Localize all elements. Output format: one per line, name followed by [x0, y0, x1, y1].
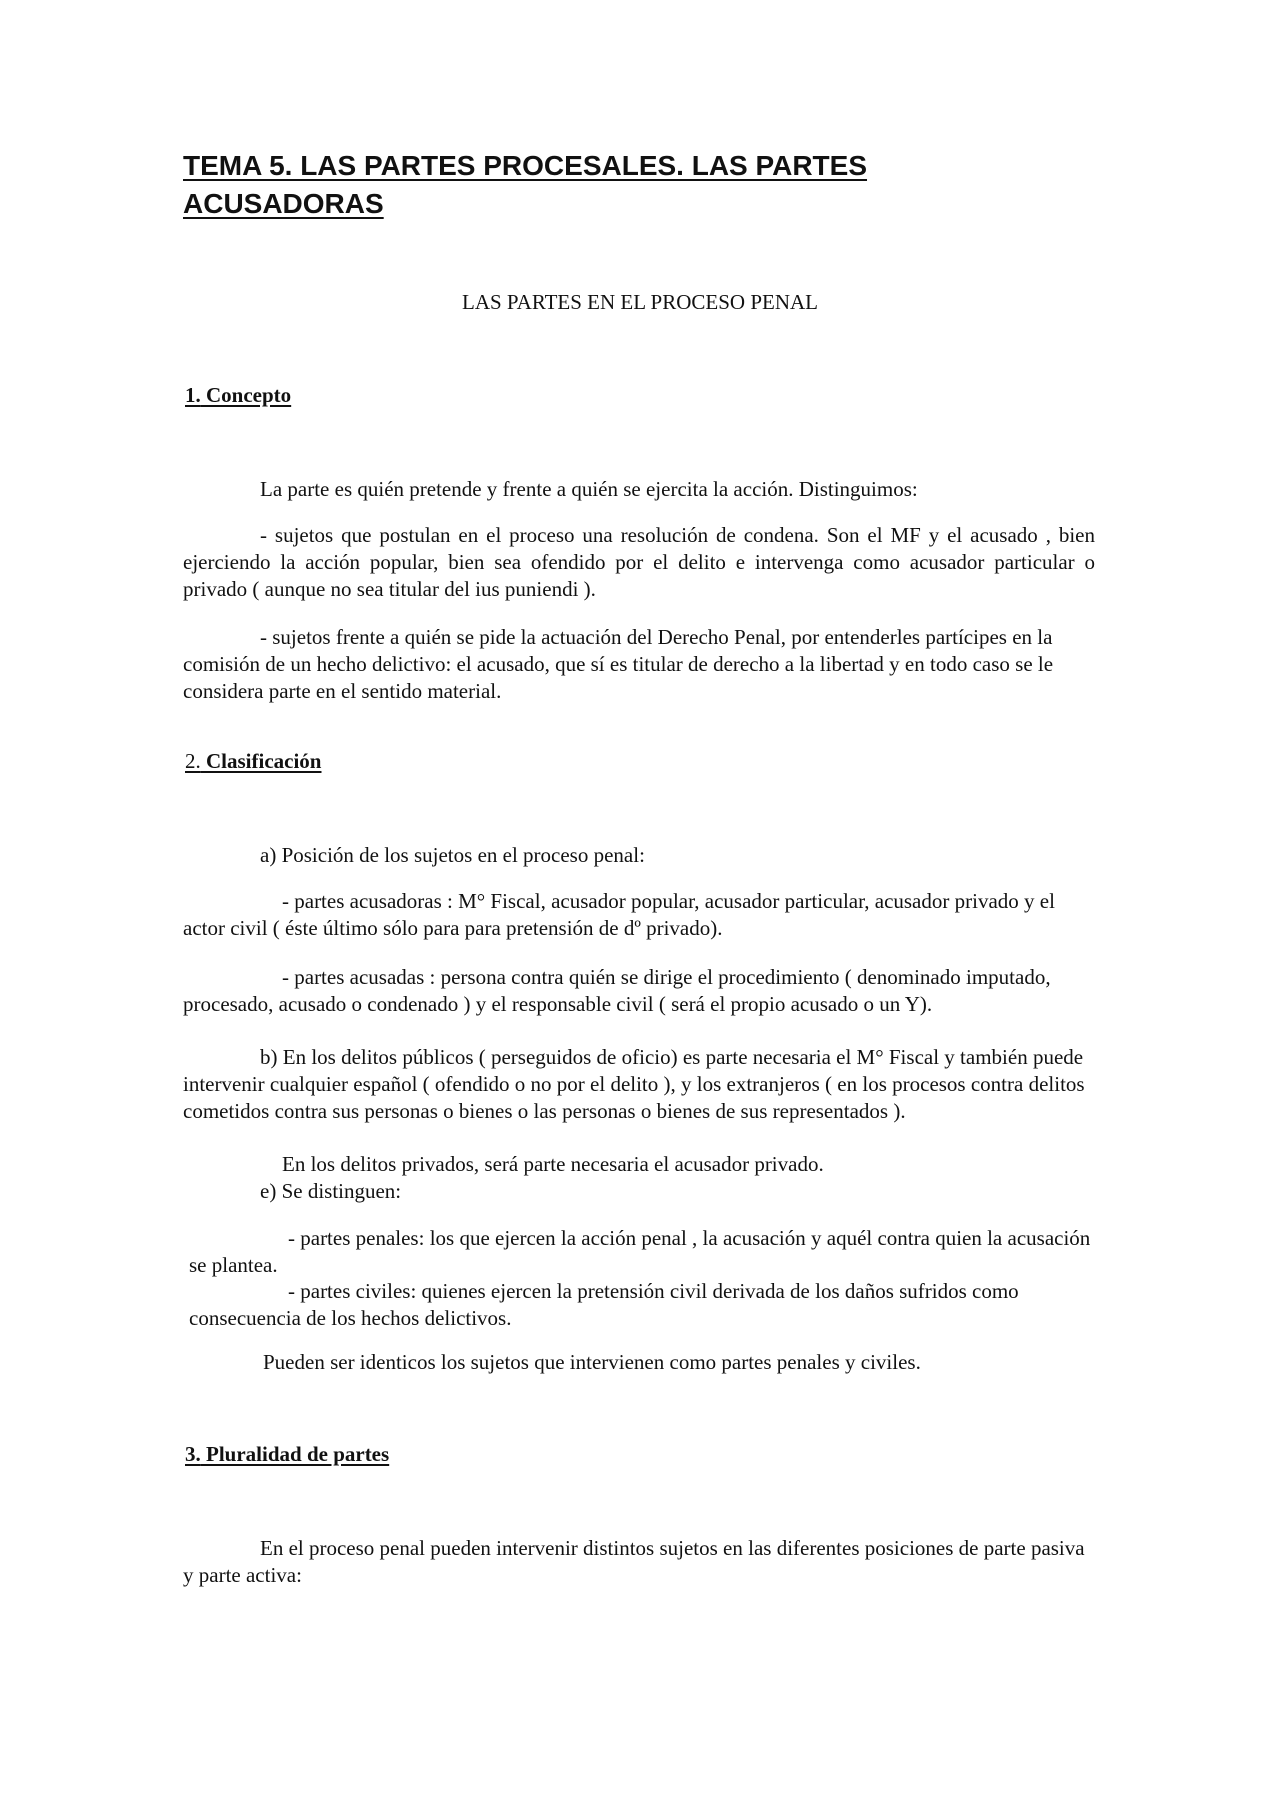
- section-2-number: 2.: [185, 749, 201, 773]
- section-3-title: Pluralidad de partes: [206, 1442, 390, 1466]
- section-2-item-e2: - partes civiles: quienes ejercen la pretensión civil derivada de los daños sufridos como consecuencia de los hechos delictivos.: [189, 1279, 1019, 1330]
- section-2-item-a: a) Posición de los sujetos en el proceso penal:: [260, 843, 645, 867]
- section-1-paragraph-1: La parte es quién pretende y frente a quién se ejercita la acción. Distinguimos:: [260, 477, 918, 501]
- section-2-item-a1: - partes acusadoras : M° Fiscal, acusador popular, acusador particular, acusador privado y el actor civil ( éste último sólo para para pretensión de dº privado).: [183, 889, 1055, 940]
- section-2-item-b: b) En los delitos públicos ( perseguidos de oficio) es parte necesaria el M° Fiscal y también puede intervenir cualquier español ( ofendido o no por el delito ), y los extranjeros ( en los procesos contra delitos cometidos contra sus personas o bienes o las personas o bienes de sus representados ).: [183, 1045, 1085, 1123]
- document-title-line-2: ACUSADORAS: [183, 188, 384, 219]
- section-1-title: Concepto: [206, 383, 292, 407]
- document-title-line-1: TEMA 5. LAS PARTES PROCESALES. LAS PARTES: [183, 150, 868, 181]
- section-2-item-e1: - partes penales: los que ejercen la acción penal , la acusación y aquél contra quien la acusación se plantea.: [189, 1226, 1091, 1277]
- document-title: [183, 147, 1083, 223]
- section-1-paragraph-2: - sujetos que postulan en el proceso una resolución de condena. Son el MF y el acusado , bien ejerciendo la acción popular, bien sea ofendido por el delito e intervenga como acusador particular o privado ( aunque no sea titular del ius puniendi ).: [183, 523, 1095, 601]
- document-subtitle: LAS PARTES EN EL PROCESO PENAL: [462, 290, 818, 314]
- section-1-heading: [185, 383, 291, 408]
- section-3-heading: [185, 1442, 389, 1467]
- section-2-closing: Pueden ser identicos los sujetos que intervienen como partes penales y civiles.: [263, 1350, 921, 1374]
- section-2-heading: [185, 749, 322, 774]
- section-2-item-a2: - partes acusadas : persona contra quién se dirige el procedimiento ( denominado imputado, procesado, acusado o condenado ) y el responsable civil ( será el propio acusado o un Y).: [183, 965, 1051, 1016]
- section-1-paragraph-3: - sujetos frente a quién se pide la actuación del Derecho Penal, por entenderles partícipes en la comisión de un hecho delictivo: el acusado, que sí es titular de derecho a la libertad y en todo caso se le considera parte en el sentido material.: [183, 625, 1054, 703]
- section-1-number: 1.: [185, 383, 201, 407]
- section-2-item-e: e) Se distinguen:: [260, 1179, 402, 1203]
- section-3-number: 3.: [185, 1442, 201, 1466]
- section-2-item-b2: En los delitos privados, será parte necesaria el acusador privado.: [282, 1152, 824, 1176]
- section-2-title: Clasificación: [206, 749, 322, 773]
- section-3-paragraph-1: En el proceso penal pueden intervenir distintos sujetos en las diferentes posiciones de parte pasiva y parte activa:: [183, 1536, 1085, 1587]
